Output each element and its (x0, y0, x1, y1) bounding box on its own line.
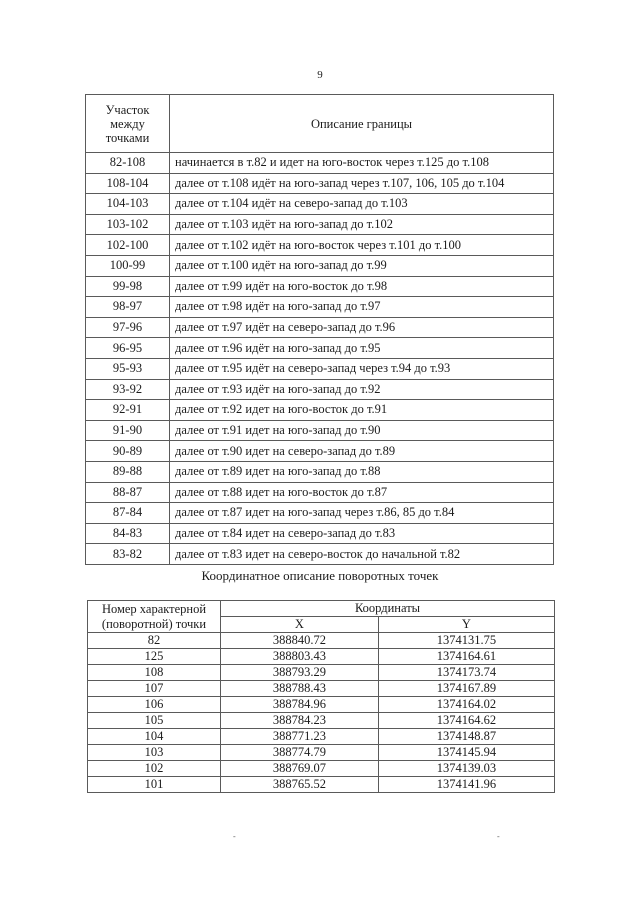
table-row (88, 681, 555, 697)
description-cell: далее от т.89 идет на юго-запад до т.88 (170, 461, 554, 482)
segment-cell: 88-87 (86, 482, 170, 503)
table-row (86, 379, 554, 400)
point-number-cell: 104 (88, 729, 221, 745)
segment-cell: 93-92 (86, 379, 170, 400)
description-cell: далее от т.92 идет на юго-восток до т.91 (170, 400, 554, 421)
x-coordinate-cell: 388788.43 (221, 681, 379, 697)
segment-cell: 87-84 (86, 503, 170, 524)
table-row (86, 441, 554, 462)
segment-cell: 97-96 (86, 317, 170, 338)
table-row (88, 665, 555, 681)
point-number-cell: 105 (88, 713, 221, 729)
coordinates-table-body (88, 633, 555, 793)
table-row (86, 153, 554, 174)
point-number-column-header: Номер характерной (поворотной) точки (88, 601, 221, 633)
table-row (86, 400, 554, 421)
table-row (88, 729, 555, 745)
segment-cell: 102-100 (86, 235, 170, 256)
y-coordinate-cell: 1374164.02 (378, 697, 554, 713)
table-row (86, 338, 554, 359)
segment-cell: 92-91 (86, 400, 170, 421)
coordinates-section-title: Координатное описание поворотных точек (201, 568, 439, 583)
x-column-header: X (221, 617, 379, 633)
segment-cell: 108-104 (86, 173, 170, 194)
point-number-cell: 107 (88, 681, 221, 697)
segment-cell: 99-98 (86, 276, 170, 297)
segment-cell: 100-99 (86, 255, 170, 276)
x-coordinate-cell: 388840.72 (221, 633, 379, 649)
y-coordinate-cell: 1374141.96 (378, 777, 554, 793)
y-coordinate-cell: 1374131.75 (378, 633, 554, 649)
scan-mark: ‑ (233, 832, 236, 841)
description-cell: далее от т.97 идёт на северо-запад до т.96 (170, 317, 554, 338)
description-cell: далее от т.104 идёт на северо-запад до т.103 (170, 194, 554, 215)
coordinates-group-header: Координаты (221, 601, 555, 617)
table-row (86, 544, 554, 565)
description-cell: далее от т.83 идет на северо-восток до начальной т.82 (170, 544, 554, 565)
description-cell: далее от т.98 идёт на юго-запад до т.97 (170, 297, 554, 318)
y-coordinate-cell: 1374173.74 (378, 665, 554, 681)
table-row (86, 317, 554, 338)
x-coordinate-cell: 388774.79 (221, 745, 379, 761)
description-cell: далее от т.96 идёт на юго-запад до т.95 (170, 338, 554, 359)
point-number-cell: 82 (88, 633, 221, 649)
x-coordinate-cell: 388765.52 (221, 777, 379, 793)
table-row (86, 173, 554, 194)
point-number-cell: 102 (88, 761, 221, 777)
table-row (88, 633, 555, 649)
x-coordinate-cell: 388769.07 (221, 761, 379, 777)
table-row (86, 276, 554, 297)
table-row (86, 214, 554, 235)
table-row (88, 761, 555, 777)
description-cell: далее от т.99 идёт на юго-восток до т.98 (170, 276, 554, 297)
table-row (88, 697, 555, 713)
description-cell: далее от т.87 идет на юго-запад через т.86, 85 до т.84 (170, 503, 554, 524)
page-number: 9 (317, 69, 323, 81)
table-row (86, 235, 554, 256)
y-coordinate-cell: 1374167.89 (378, 681, 554, 697)
x-coordinate-cell: 388784.96 (221, 697, 379, 713)
table-row (86, 420, 554, 441)
description-cell: далее от т.102 идёт на юго-восток через т.101 до т.100 (170, 235, 554, 256)
segment-cell: 98-97 (86, 297, 170, 318)
point-number-cell: 101 (88, 777, 221, 793)
y-coordinate-cell: 1374148.87 (378, 729, 554, 745)
segment-column-header: Участок между точками (86, 95, 170, 153)
description-cell: далее от т.84 идет на северо-запад до т.83 (170, 523, 554, 544)
x-coordinate-cell: 388784.23 (221, 713, 379, 729)
segment-cell: 89-88 (86, 461, 170, 482)
y-coordinate-cell: 1374164.62 (378, 713, 554, 729)
table-row (86, 482, 554, 503)
description-cell: далее от т.108 идёт на юго-запад через т.107, 106, 105 до т.104 (170, 173, 554, 194)
segment-cell: 82-108 (86, 153, 170, 174)
description-column-header: Описание границы (170, 95, 554, 153)
y-coordinate-cell: 1374145.94 (378, 745, 554, 761)
table-row (86, 255, 554, 276)
description-cell: далее от т.91 идет на юго-запад до т.90 (170, 420, 554, 441)
table-row (86, 194, 554, 215)
boundary-description-table (85, 94, 554, 565)
table-row (88, 777, 555, 793)
segment-cell: 83-82 (86, 544, 170, 565)
y-coordinate-cell: 1374139.03 (378, 761, 554, 777)
segment-cell: 90-89 (86, 441, 170, 462)
segment-cell: 84-83 (86, 523, 170, 544)
table-row (86, 461, 554, 482)
segment-cell: 91-90 (86, 420, 170, 441)
point-number-cell: 108 (88, 665, 221, 681)
table-row (86, 523, 554, 544)
table-row (86, 503, 554, 524)
x-coordinate-cell: 388771.23 (221, 729, 379, 745)
description-cell: далее от т.93 идёт на юго-запад до т.92 (170, 379, 554, 400)
scan-mark: ‑ (497, 832, 500, 841)
description-cell: далее от т.88 идет на юго-восток до т.87 (170, 482, 554, 503)
description-cell: далее от т.103 идёт на юго-запад до т.102 (170, 214, 554, 235)
description-cell: далее от т.100 идёт на юго-запад до т.99 (170, 255, 554, 276)
segment-cell: 95-93 (86, 358, 170, 379)
table-row (86, 297, 554, 318)
description-cell: далее от т.95 идёт на северо-запад через т.94 до т.93 (170, 358, 554, 379)
description-cell: далее от т.90 идет на северо-запад до т.89 (170, 441, 554, 462)
table-row (86, 358, 554, 379)
y-coordinate-cell: 1374164.61 (378, 649, 554, 665)
table-row (88, 713, 555, 729)
segment-cell: 103-102 (86, 214, 170, 235)
description-cell: начинается в т.82 и идет на юго-восток через т.125 до т.108 (170, 153, 554, 174)
table-row (88, 745, 555, 761)
y-column-header: Y (378, 617, 554, 633)
point-number-cell: 103 (88, 745, 221, 761)
boundary-table-body (86, 153, 554, 565)
point-number-cell: 106 (88, 697, 221, 713)
table-row (88, 649, 555, 665)
point-number-cell: 125 (88, 649, 221, 665)
segment-cell: 104-103 (86, 194, 170, 215)
segment-cell: 96-95 (86, 338, 170, 359)
x-coordinate-cell: 388803.43 (221, 649, 379, 665)
coordinates-table (87, 600, 555, 793)
x-coordinate-cell: 388793.29 (221, 665, 379, 681)
